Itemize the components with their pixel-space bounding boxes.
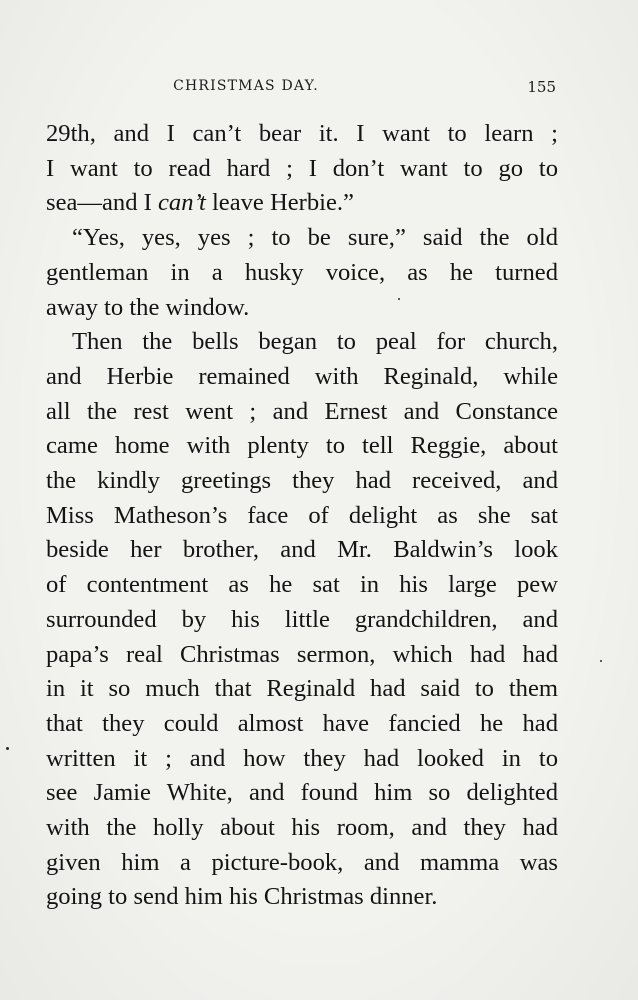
text-fragment: that they could almost have fancied he had <box>46 709 558 737</box>
text-fragment: Miss Matheson’s face of delight as she sat <box>46 501 558 529</box>
text-fragment: 29th, and I can’t bear it. I want to learn ; <box>46 120 558 147</box>
text-fragment: with the holly about his room, and they had <box>46 814 558 842</box>
text-fragment: gentleman in a husky voice, as he turned <box>46 258 558 286</box>
emphasized-text: can’t <box>158 189 206 217</box>
text-line <box>46 707 558 742</box>
text-fragment: sea—and I <box>46 189 158 217</box>
text-line <box>46 568 558 603</box>
text-line <box>46 742 558 777</box>
text-line <box>46 291 558 326</box>
running-head <box>46 78 556 98</box>
body-text <box>46 117 558 915</box>
text-line <box>46 360 558 395</box>
text-line <box>46 186 558 221</box>
text-line <box>46 533 558 568</box>
text-fragment: of contentment as he sat in his large pew <box>46 571 558 599</box>
text-fragment: going to send him his Christmas dinner. <box>46 883 438 911</box>
text-fragment: Then the bells began to peal for church, <box>72 328 558 356</box>
text-fragment: away to the window. <box>46 293 250 321</box>
text-line <box>46 603 558 638</box>
text-fragment: the kindly greetings they had received, and <box>46 467 558 495</box>
text-line <box>46 672 558 707</box>
text-fragment: “Yes, yes, yes ; to be sure,” said the old <box>72 224 558 252</box>
text-fragment: written it ; and how they had looked in to <box>46 744 558 772</box>
text-line <box>46 221 558 256</box>
text-line <box>46 325 558 360</box>
text-line <box>46 499 558 534</box>
text-fragment: papa’s real Christmas sermon, which had had <box>46 640 558 668</box>
text-fragment: given him a picture-book, and mamma was <box>46 848 558 876</box>
text-line <box>46 429 558 464</box>
text-line <box>46 846 558 881</box>
text-line <box>46 117 558 152</box>
text-fragment: all the rest went ; and Ernest and Constance <box>46 397 558 425</box>
page-number: 155 <box>527 78 556 96</box>
text-line <box>46 395 558 430</box>
text-fragment: see Jamie White, and found him so delighted <box>46 779 558 807</box>
text-fragment: beside her brother, and Mr. Baldwin’s look <box>46 536 558 564</box>
text-fragment: I want to read hard ; I don’t want to go to <box>46 154 558 182</box>
text-line <box>46 880 558 915</box>
text-line <box>46 256 558 291</box>
text-fragment: leave Herbie.” <box>205 189 354 217</box>
text-line <box>46 464 558 499</box>
text-line <box>46 152 558 187</box>
text-fragment: surrounded by his little grandchildren, and <box>46 605 558 633</box>
text-line <box>46 638 558 673</box>
text-line <box>46 776 558 811</box>
text-fragment: and Herbie remained with Reginald, while <box>46 362 558 390</box>
running-title: CHRISTMAS DAY. <box>173 78 319 94</box>
text-fragment: in it so much that Reginald had said to them <box>46 675 558 703</box>
text-line <box>46 811 558 846</box>
text-fragment: came home with plenty to tell Reggie, about <box>46 432 558 460</box>
